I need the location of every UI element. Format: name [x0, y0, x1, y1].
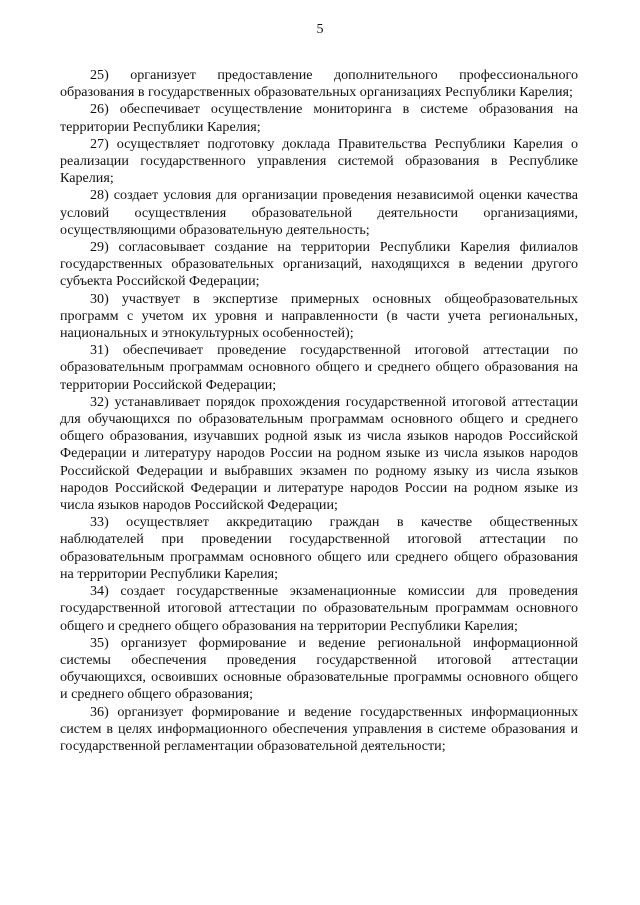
paragraph-27: 27) осуществляет подготовку доклада Правительства Республики Карелия о реализации государственного управления системой образования в Республике Карелия;	[60, 135, 578, 187]
paragraph-25: 25) организует предоставление дополнительного профессионального образования в государственных образовательных организациях Республики Карелия;	[60, 67, 578, 101]
paragraph-32: 32) устанавливает порядок прохождения государственной итоговой аттестации для обучающихся по образовательным программам основного общего и среднего общего образования, изучавших родной язык из числа языков народов Российской Федерации и литературу народов России на родном языке из числа языков народов Российской Федерации и выбравших экзамен по родному языку из числа языков народов Российской Федерации и литературе народов России на родном языке из числа языков народов Российской Федерации;	[60, 393, 578, 514]
paragraph-30: 30) участвует в экспертизе примерных основных общеобразовательных программ с учетом их уровня и направленности (в части учета региональных, национальных и этнокультурных особенностей);	[60, 290, 578, 342]
page-number: 5	[316, 22, 324, 37]
paragraph-26: 26) обеспечивает осуществление мониторинга в системе образования на территории Республики Карелия;	[60, 101, 578, 135]
paragraph-29: 29) согласовывает создание на территории Республики Карелия филиалов государственных образовательных организаций, находящихся в ведении другого субъекта Российской Федерации;	[60, 239, 578, 290]
paragraph-34: 34) создает государственные экзаменационные комиссии для проведения государственной итоговой аттестации по образовательным программам основного общего и среднего общего образования на территории Республики Карелия;	[60, 583, 578, 634]
paragraph-33: 33) осуществляет аккредитацию граждан в качестве общественных наблюдателей при проведении государственной итоговой аттестации по образовательным программам основного общего или среднего общего образования на территории Республики Карелия;	[60, 514, 578, 582]
document-body	[60, 67, 578, 755]
paragraph-28: 28) создает условия для организации проведения независимой оценки качества условий осуществления образовательной деятельности организациями, осуществляющими образовательную деятельность;	[60, 187, 578, 238]
paragraph-36: 36) организует формирование и ведение государственных информационных систем в целях информационного обеспечения управления в системе образования и государственной регламентации образовательной деятельности;	[60, 703, 578, 754]
paragraph-31: 31) обеспечивает проведение государственной итоговой аттестации по образовательным программам основного общего и среднего общего образования на территории Российской Федерации;	[60, 342, 578, 393]
paragraph-35: 35) организует формирование и ведение региональной информационной системы обеспечения проведения государственной итоговой аттестации обучающихся, освоивших основные образовательные программы основного общего и среднего общего образования;	[60, 634, 578, 703]
